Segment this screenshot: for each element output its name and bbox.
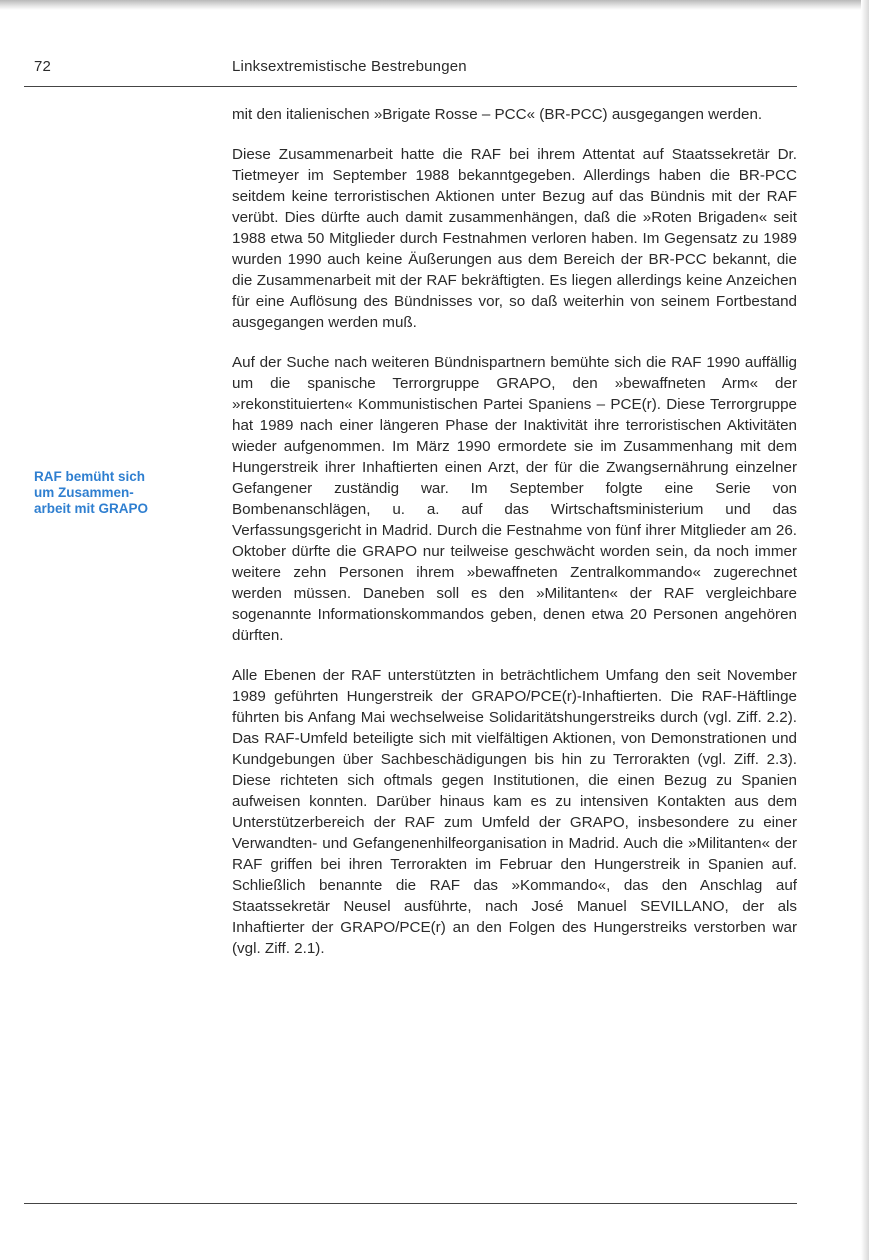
margin-note [34, 469, 214, 517]
running-title: Linksextremistische Bestrebungen [232, 58, 467, 75]
paragraph: Diese Zusammenarbeit hatte die RAF bei ihrem Attentat auf Staatssekretär Dr. Tietmeyer im September 1988 bekanntgegeben. Allerdings haben die BR-PCC seitdem keine terroristischen Aktionen unter Bezug auf das Bündnis mit der RAF verübt. Dies dürfte auch damit zusammenhängen, daß die »Roten Brigaden« seit 1988 etwa 50 Mitglieder durch Festnahmen verloren haben. Im Gegensatz zu 1989 wurden 1990 auch keine Äußerungen aus dem Bereich der BR-PCC bekannt, die die Zusammenarbeit mit der RAF bekräftigten. Es liegen allerdings keine Anzeichen für eine Auflösung des Bündnisses vor, so daß weiterhin von seinem Fortbestand ausgegangen werden muß. [232, 146, 797, 331]
paragraph: Alle Ebenen der RAF unterstützten in beträchtlichem Umfang den seit November 1989 geführten Hungerstreik der GRAPO/PCE(r)-Inhaftierten. Die RAF-Häftlinge führten bis Anfang Mai wechselweise Solidaritätshungerstreiks durch (vgl. Ziff. 2.2). Das RAF-Umfeld beteiligte sich mit vielfältigen Aktionen, von Demonstrationen und Kundgebungen über Sachbeschädigungen bis hin zu Terrorakten (vgl. Ziff. 2.3). Diese richteten sich oftmals gegen Institutionen, die einen Bezug zu Spanien aufweisen konnten. Darüber hinaus kam es zu intensiven Kontakten aus dem Unterstützerbereich der RAF zum Umfeld der GRAPO, insbesondere zu einer Verwandten- und Gefangenenhilfeorganisation in Madrid. Auch die »Militanten« der RAF griffen bei ihren Terrorakten im Februar den Hungerstreik in Spanien auf. Schließlich benannte die RAF das »Kommando«, das den Anschlag auf Staatssekretär Neusel ausführte, nach José Manuel SEVILLANO, der als Inhaftierter der GRAPO/PCE(r) an den Folgen des Hungerstreiks verstorben war (vgl. Ziff. 2.1). [232, 667, 797, 957]
paragraph: mit den italienischen »Brigate Rosse – PCC« (BR-PCC) ausgegangen werden. [232, 106, 763, 123]
body-text [232, 104, 797, 978]
paragraph: Auf der Suche nach weiteren Bündnispartnern bemühte sich die RAF 1990 auffällig um die spanische Terrorgruppe GRAPO, den »bewaffneten Arm« der »rekonstituierten« Kommunistischen Partei Spaniens – PCE(r). Diese Terrorgruppe hat 1989 nach einer längeren Phase der Inaktivität ihre terroristischen Aktivitäten wieder aufgenommen. Im März 1990 ermordete sie im Zusammenhang mit dem Hungerstreik ihrer Inhaftierten einen Arzt, der für die Zwangsernährung einzelner Gefangener zuständig war. Im September folgte eine Serie von Bombenanschlägen, u. a. auf das Wirtschaftsministerium und das Verfassungsgericht in Madrid. Durch die Festnahme von fünf ihrer Mitglieder am 26. Oktober dürfte die GRAPO nur teilweise geschwächt worden sein, da noch immer weitere zehn Personen ihrem »bewaffneten Zentralkommando« zugerechnet werden müssen. Daneben soll es den »Militanten« der RAF vergleichbare sogenannte Informationskommandos geben, denen etwa 20 Personen angehören dürften. [232, 354, 797, 644]
scan-edge-right [861, 0, 869, 1260]
margin-note-line: arbeit mit GRAPO [34, 501, 149, 516]
page-number: 72 [34, 58, 52, 75]
scan-edge-top [0, 0, 869, 10]
margin-note-line: RAF bemüht sich [34, 469, 146, 484]
header-rule [24, 86, 797, 87]
margin-note-line: um Zusammen- [34, 485, 134, 500]
footer-rule [24, 1203, 797, 1204]
